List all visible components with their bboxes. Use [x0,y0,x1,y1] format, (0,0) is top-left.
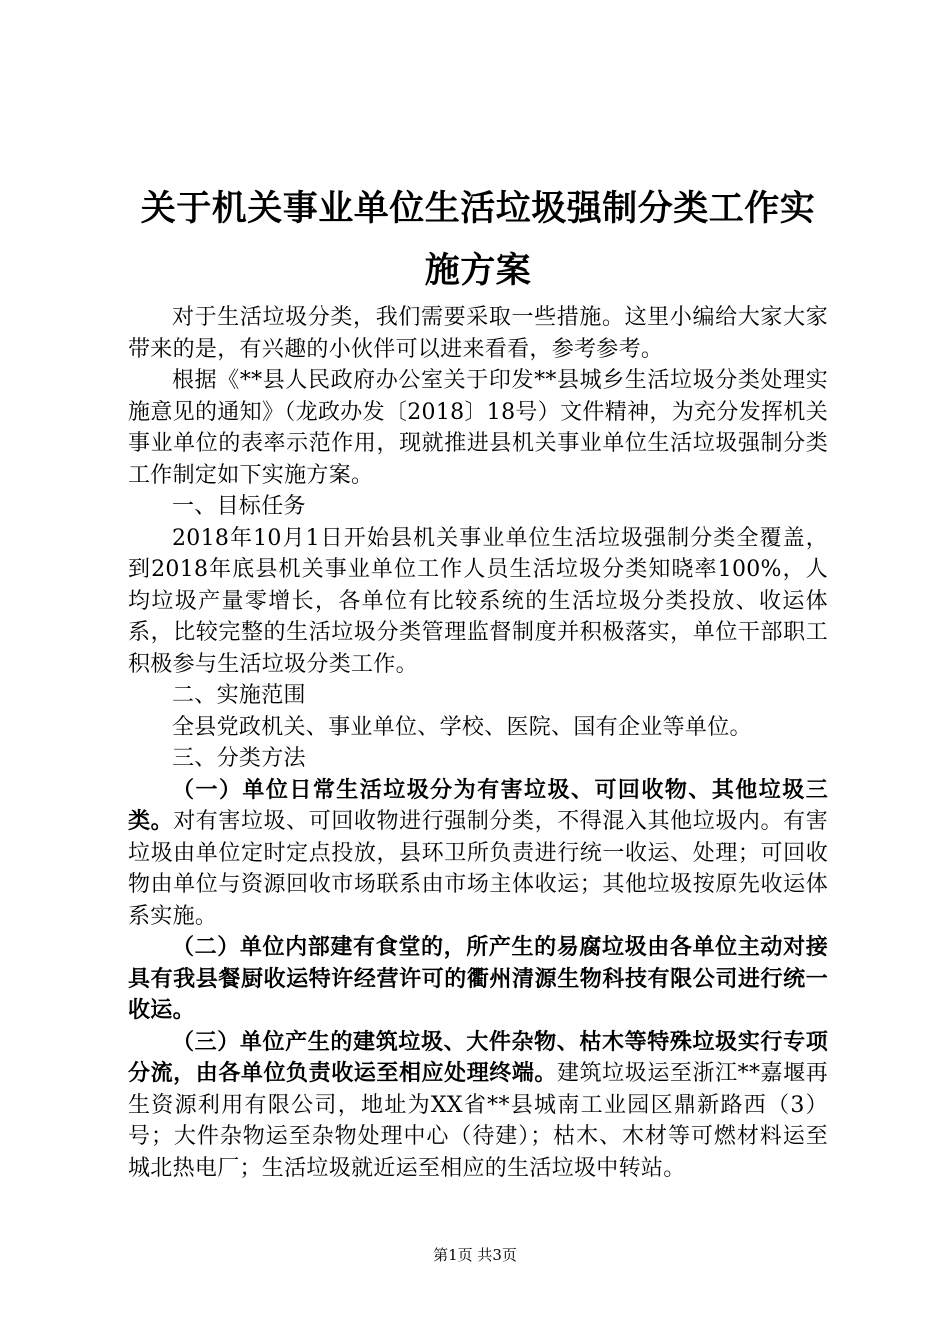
method-item-3-text: 建筑垃圾运至浙江**嘉堰再生资源利用有限公司，地址为XX省**县城南工业园区鼎新路西（3）号；大件杂物运至杂物处理中心（待建）；枯木、木材等可燃材料运至城北热电厂；生活垃圾就近运至相应的生活垃圾中转站。 [128,1061,828,1181]
method-item-1 [128,775,828,933]
method-item-3 [128,1027,828,1185]
page-footer: 第1页 共3页 [433,1246,517,1264]
scope-paragraph: 全县党政机关、事业单位、学校、医院、国有企业等单位。 [172,714,752,740]
method-item-2 [128,932,828,1027]
goals-paragraph: 2018年10月1日开始县机关事业单位生活垃圾强制分类全覆盖，到2018年底县机关事业单位工作人员生活垃圾分类知晓率100%，人均垃圾产量零增长，各单位有比较系统的生活垃圾分类投放、收运体系，比较完整的生活垃圾分类管理监督制度并积极落实，单位干部职工积极参与生活垃圾分类工作。 [128,525,828,677]
document-page [128,178,828,1184]
method-item-1-lead: （一）单位日常生活垃圾分为有害垃圾、可回收物、其他垃圾三类。 [128,777,828,834]
basis-paragraph: 根据《**县人民政府办公室关于印发**县城乡生活垃圾分类处理实施意见的通知》（龙政办发〔2018〕18号）文件精神，为充分发挥机关事业单位的表率示范作用，现就推进县机关事业单位生活垃圾强制分类工作制定如下实施方案。 [128,368,828,488]
method-item-2-lead: （二）单位内部建有食堂的，所产生的易腐垃圾由各单位主动对接具有我县餐厨收运特许经营许可的衢州清源生物科技有限公司进行统一收运。 [128,935,828,1023]
method-item-3-lead: （三）单位产生的建筑垃圾、大件杂物、枯木等特殊垃圾实行专项分流，由各单位负责收运至相应处理终端。 [128,1029,828,1086]
section-heading-methods: 三、分类方法 [172,746,306,771]
document-title: 关于机关事业单位生活垃圾强制分类工作实施方案 [140,189,816,291]
section-heading-scope: 二、实施范围 [172,683,306,708]
method-item-1-text: 对有害垃圾、可回收物进行强制分类，不得混入其他垃圾内。有害垃圾由单位定时定点投放，县环卫所负责进行统一收运、处理；可回收物由单位与资源回收市场联系由市场主体收运；其他垃圾按原先收运体系实施。 [128,809,828,929]
section-heading-goals: 一、目标任务 [172,494,306,519]
intro-paragraph: 对于生活垃圾分类，我们需要采取一些措施。这里小编给大家大家带来的是，有兴趣的小伙伴可以进来看看，参考参考。 [128,305,828,362]
